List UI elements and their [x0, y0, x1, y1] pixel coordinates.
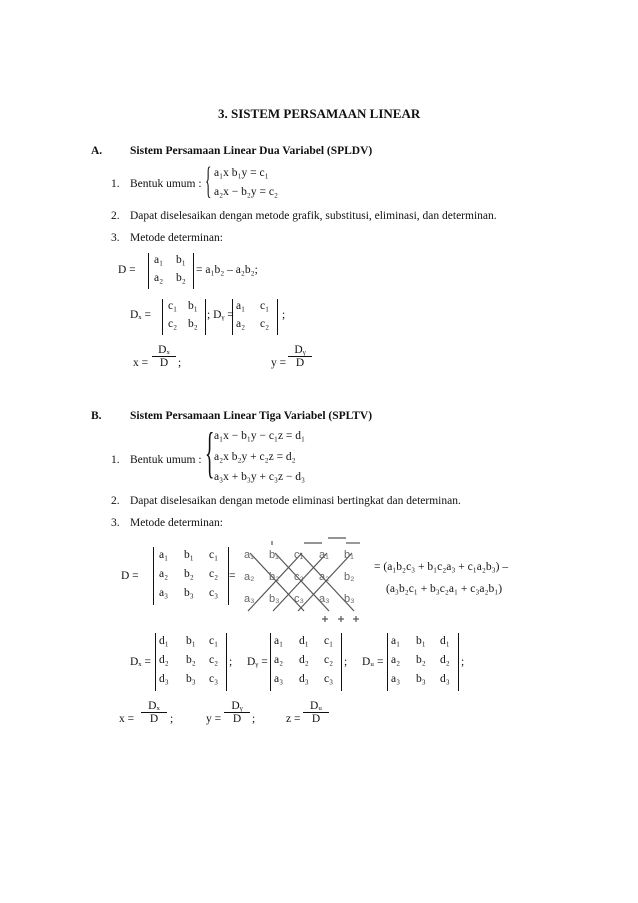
b-d-m22: b₂: [184, 568, 194, 580]
b-dy-m21: a₂: [274, 654, 284, 666]
b-item3-num: 3.: [111, 517, 120, 529]
b-x-fraction: [141, 700, 167, 725]
b-d-matrix: [153, 547, 229, 605]
b-z-fraction: [303, 700, 329, 725]
b-dx-m32: b₃: [186, 673, 196, 685]
b-d-m11: a₁: [159, 549, 169, 561]
b-dx-m23: c₂: [209, 654, 219, 666]
b-dx-m33: c₃: [209, 673, 219, 685]
b-dz-m13: d₁: [440, 635, 450, 647]
a-dx-m12: b₁: [188, 300, 198, 312]
b-dx-m21: d₂: [159, 654, 169, 666]
a-dy-m11: a₁: [236, 300, 246, 312]
sarrus-r1c4: a₁: [319, 549, 329, 561]
b-d-m13: c₁: [209, 549, 219, 561]
b-dy-m33: c₃: [324, 673, 334, 685]
b-x-end: ;: [170, 713, 174, 725]
b-item3-text: Metode determinan:: [130, 517, 223, 529]
b-dz-m33: d₃: [440, 673, 450, 685]
b-dy-m31: a₃: [274, 673, 284, 685]
section-a-letter: A.: [91, 145, 103, 157]
sarrus-r1c3: c₁: [294, 549, 304, 561]
section-b-letter: B.: [91, 410, 102, 422]
a-x-fraction: [152, 344, 176, 369]
b-dx-m22: b₂: [186, 654, 196, 666]
a-d-lhs: D =: [118, 264, 136, 276]
sarrus-r3c5: b₃: [344, 593, 355, 605]
b-dy-m22: d₂: [299, 654, 309, 666]
a-item2-text: Dapat diselesaikan dengan metode grafik, substitusi, eliminasi, dan determinan.: [130, 210, 497, 222]
b-x-denominator: D: [149, 713, 159, 725]
b-dy-m32: d₃: [299, 673, 309, 685]
a-y-lhs: y =: [271, 357, 287, 369]
sarrus-r3c3: c₃: [294, 593, 304, 605]
a-dx-lhs: Dₓ =: [130, 309, 152, 321]
b-dy-m12: d₁: [299, 635, 309, 647]
b-dy-end: ;: [344, 656, 348, 668]
sarrus-r1c1: a₁: [244, 549, 254, 561]
b-dy-m23: c₂: [324, 654, 334, 666]
b-dz-m23: d₂: [440, 654, 450, 666]
a-d-m22: b₂: [176, 272, 186, 284]
b-dx-m13: c₁: [209, 635, 219, 647]
a-d-m11: a₁: [154, 254, 164, 266]
b-y-denominator: D: [232, 713, 242, 725]
sarrus-r1c5: b₁: [344, 549, 354, 561]
a-item2-num: 2.: [111, 210, 120, 222]
a-dx-m11: c₁: [168, 300, 178, 312]
sarrus-r2c1: a₂: [244, 571, 255, 583]
sarrus-r2c4: a₂: [319, 571, 330, 583]
a-dx-m21: c₂: [168, 318, 178, 330]
a-x-denominator: D: [159, 357, 169, 369]
a-y-denominator: D: [295, 357, 305, 369]
b-d-m32: b₃: [184, 587, 194, 599]
sarrus-r2c5: b₂: [344, 571, 355, 583]
a-d-m21: a₂: [154, 272, 164, 284]
sarrus-plus-3: [242, 533, 243, 534]
a-item1-label: Bentuk umum :: [130, 178, 202, 190]
a-eq2: a₂x − b₂y = c₂: [214, 186, 278, 198]
b-d-m33: c₃: [209, 587, 219, 599]
section-a-heading: Sistem Persamaan Linear Dua Variabel (SPLDV): [130, 145, 373, 157]
a-dy-end: ;: [282, 309, 286, 321]
b-dz-end: ;: [461, 656, 465, 668]
a-eq1: a₁x b₁y = c₁: [214, 167, 269, 179]
b-dx-matrix: [155, 633, 227, 691]
b-y-lhs: y =: [206, 713, 222, 725]
b-dz-m31: a₃: [391, 673, 401, 685]
sarrus-r3c1: a₃: [244, 593, 255, 605]
b-eq1: a₁x − b₁y − c₁z = d₁: [214, 430, 306, 442]
b-dy-m13: c₁: [324, 635, 334, 647]
a-x-numerator: Dₓ: [152, 344, 176, 357]
a-x-lhs: x =: [133, 357, 149, 369]
a-d-matrix: [148, 253, 194, 289]
b-z-lhs: z =: [286, 713, 301, 725]
a-dy-m22: c₂: [260, 318, 270, 330]
b-dz-m12: b₁: [416, 635, 426, 647]
page-title: 3. SISTEM PERSAMAAN LINEAR: [218, 106, 421, 121]
b-x-lhs: x =: [119, 713, 135, 725]
b-d-eq: =: [229, 570, 236, 582]
a-d-rhs: = a₁b₂ – a₂b₂;: [196, 264, 258, 276]
b-item1-label: Bentuk umum :: [130, 454, 202, 466]
a-dy-m21: a₂: [236, 318, 246, 330]
a-dx-sep: ; Dᵧ =: [207, 309, 234, 321]
b-dz-m21: a₂: [391, 654, 401, 666]
b-item2-num: 2.: [111, 495, 120, 507]
b-dx-end: ;: [229, 656, 233, 668]
b-system-brace: {: [205, 422, 215, 484]
b-dy-m11: a₁: [274, 635, 284, 647]
a-system-brace: {: [205, 160, 212, 202]
b-dz-m32: b₃: [416, 673, 426, 685]
sarrus-diagram: [242, 533, 364, 633]
a-dx-m22: b₂: [188, 318, 198, 330]
b-y-end: ;: [252, 713, 256, 725]
b-dx-m12: b₁: [186, 635, 196, 647]
b-item2-text: Dapat diselesaikan dengan metode eliminasi bertingkat dan determinan.: [130, 495, 461, 507]
b-z-denominator: D: [311, 713, 321, 725]
sarrus-r3c4: a₃: [319, 593, 330, 605]
b-dy-lhs: Dᵧ =: [247, 656, 268, 668]
a-x-end: ;: [178, 357, 182, 369]
b-dz-matrix: [387, 633, 459, 691]
a-y-fraction: [288, 344, 312, 369]
a-d-m12: b₁: [176, 254, 186, 266]
a-item3-num: 3.: [111, 232, 120, 244]
b-dx-lhs: Dₓ =: [130, 656, 152, 668]
b-d-lhs: D =: [121, 570, 139, 582]
b-dy-matrix: [270, 633, 342, 691]
b-eq2: a₂x b₂y + c₂z = d₂: [214, 451, 296, 463]
b-d-m12: b₁: [184, 549, 194, 561]
b-x-numerator: Dₓ: [141, 700, 167, 713]
sarrus-r3c2: b₃: [269, 593, 280, 605]
a-dy-matrix: [232, 299, 278, 335]
sarrus-r1c2: b₁: [269, 549, 279, 561]
b-d-rhs2: (a₃b₂c₁ + b₃c₂a₁ + c₃a₂b₁): [386, 583, 503, 595]
a-dy-m12: c₁: [260, 300, 270, 312]
b-eq3: a₃x + b₃y + c₃z − d₃: [214, 471, 306, 483]
b-y-fraction: [224, 700, 250, 725]
a-dx-matrix: [162, 299, 206, 335]
sarrus-lines: [242, 533, 364, 633]
b-dz-lhs: Dᵤ =: [362, 656, 384, 668]
b-dx-m31: d₃: [159, 673, 169, 685]
b-d-rhs1: = (a₁b₂c₃ + b₁c₂a₃ + c₁a₂b₃) –: [374, 561, 509, 573]
a-y-numerator: Dᵧ: [288, 344, 312, 357]
b-d-m21: a₂: [159, 568, 169, 580]
a-item1-num: 1.: [111, 178, 120, 190]
b-item1-num: 1.: [111, 454, 120, 466]
sarrus-r2c3: c₂: [294, 571, 304, 583]
b-y-numerator: Dᵧ: [224, 700, 250, 713]
b-d-m31: a₃: [159, 587, 169, 599]
a-item3-text: Metode determinan:: [130, 232, 223, 244]
b-dx-m11: d₁: [159, 635, 169, 647]
sarrus-r2c2: b₂: [269, 571, 280, 583]
section-b-heading: Sistem Persamaan Linear Tiga Variabel (SPLTV): [130, 410, 373, 422]
b-d-m23: c₂: [209, 568, 219, 580]
b-z-numerator: Dᵤ: [303, 700, 329, 713]
b-dz-m22: b₂: [416, 654, 426, 666]
b-dz-m11: a₁: [391, 635, 401, 647]
